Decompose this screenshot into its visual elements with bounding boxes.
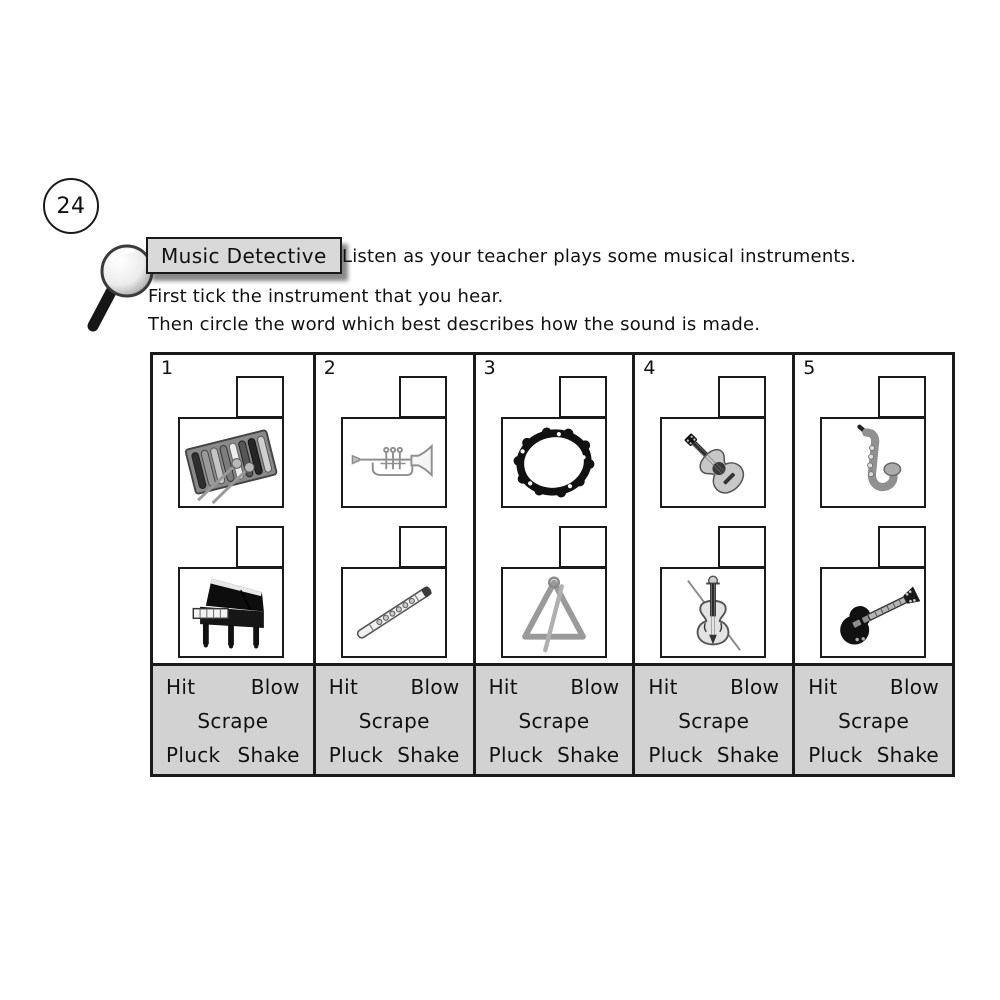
sound-word-box: [316, 663, 473, 774]
word-pluck[interactable]: Pluck: [328, 743, 384, 767]
tick-box[interactable]: [559, 526, 607, 568]
page-number: 24: [56, 193, 86, 219]
word-hit[interactable]: Hit: [328, 675, 359, 699]
word-shake[interactable]: Shake: [557, 743, 620, 767]
tick-box[interactable]: [236, 526, 284, 568]
column-1: [153, 355, 313, 774]
column-number: 4: [643, 357, 656, 379]
word-scrape[interactable]: Scrape: [678, 709, 750, 733]
trumpet-image: [341, 417, 447, 508]
column-2: [313, 355, 473, 774]
electric-guitar-image: [820, 567, 926, 658]
tambourine-image: [501, 417, 607, 508]
instruction-line-1: Listen as your teacher plays some musical instruments.: [342, 246, 857, 267]
column-number: 3: [483, 357, 496, 379]
word-blow[interactable]: Blow: [730, 675, 780, 699]
word-scrape[interactable]: Scrape: [518, 709, 590, 733]
music-detective-badge: [146, 237, 342, 274]
word-shake[interactable]: Shake: [397, 743, 460, 767]
tick-box[interactable]: [718, 526, 766, 568]
instruction-line-3: Then circle the word which best describes how the sound is made.: [148, 314, 761, 335]
instrument-table: [150, 352, 955, 777]
grand-piano-image: [178, 567, 284, 658]
column-5: [792, 355, 952, 774]
tick-box[interactable]: [878, 526, 926, 568]
word-scrape[interactable]: Scrape: [197, 709, 269, 733]
sound-word-box: [635, 663, 792, 774]
word-hit[interactable]: Hit: [166, 675, 196, 699]
word-pluck[interactable]: Pluck: [166, 743, 221, 767]
xylophone-image: [178, 417, 284, 508]
acoustic-guitar-image: [660, 417, 766, 508]
word-blow[interactable]: Blow: [570, 675, 620, 699]
word-scrape[interactable]: Scrape: [838, 709, 910, 733]
word-pluck[interactable]: Pluck: [488, 743, 543, 767]
sound-word-box: [153, 663, 313, 774]
word-blow[interactable]: Blow: [889, 675, 939, 699]
word-hit[interactable]: Hit: [488, 675, 518, 699]
instruction-line-2: First tick the instrument that you hear.: [148, 286, 504, 307]
tick-box[interactable]: [236, 376, 284, 418]
saxophone-image: [820, 417, 926, 508]
tick-box[interactable]: [399, 526, 447, 568]
word-shake[interactable]: Shake: [237, 743, 300, 767]
triangle-image: [501, 567, 607, 658]
tick-box[interactable]: [878, 376, 926, 418]
column-number: 2: [323, 357, 336, 379]
sound-word-box: [795, 663, 952, 774]
tick-box[interactable]: [718, 376, 766, 418]
flute-image: [341, 567, 447, 658]
column-number: 1: [161, 357, 174, 379]
word-pluck[interactable]: Pluck: [808, 743, 863, 767]
tick-box[interactable]: [399, 376, 447, 418]
word-blow[interactable]: Blow: [410, 675, 460, 699]
word-shake[interactable]: Shake: [876, 743, 939, 767]
sound-word-box: [476, 663, 633, 774]
word-hit[interactable]: Hit: [808, 675, 838, 699]
word-blow[interactable]: Blow: [250, 675, 300, 699]
violin-image: [660, 567, 766, 658]
word-shake[interactable]: Shake: [716, 743, 780, 767]
word-pluck[interactable]: Pluck: [648, 743, 703, 767]
badge-label: Music Detective: [161, 243, 327, 268]
column-number: 5: [803, 357, 816, 379]
column-3: [473, 355, 633, 774]
column-4: [632, 355, 792, 774]
page-number-badge: [43, 178, 99, 234]
word-hit[interactable]: Hit: [648, 675, 678, 699]
word-scrape[interactable]: Scrape: [358, 709, 430, 733]
tick-box[interactable]: [559, 376, 607, 418]
